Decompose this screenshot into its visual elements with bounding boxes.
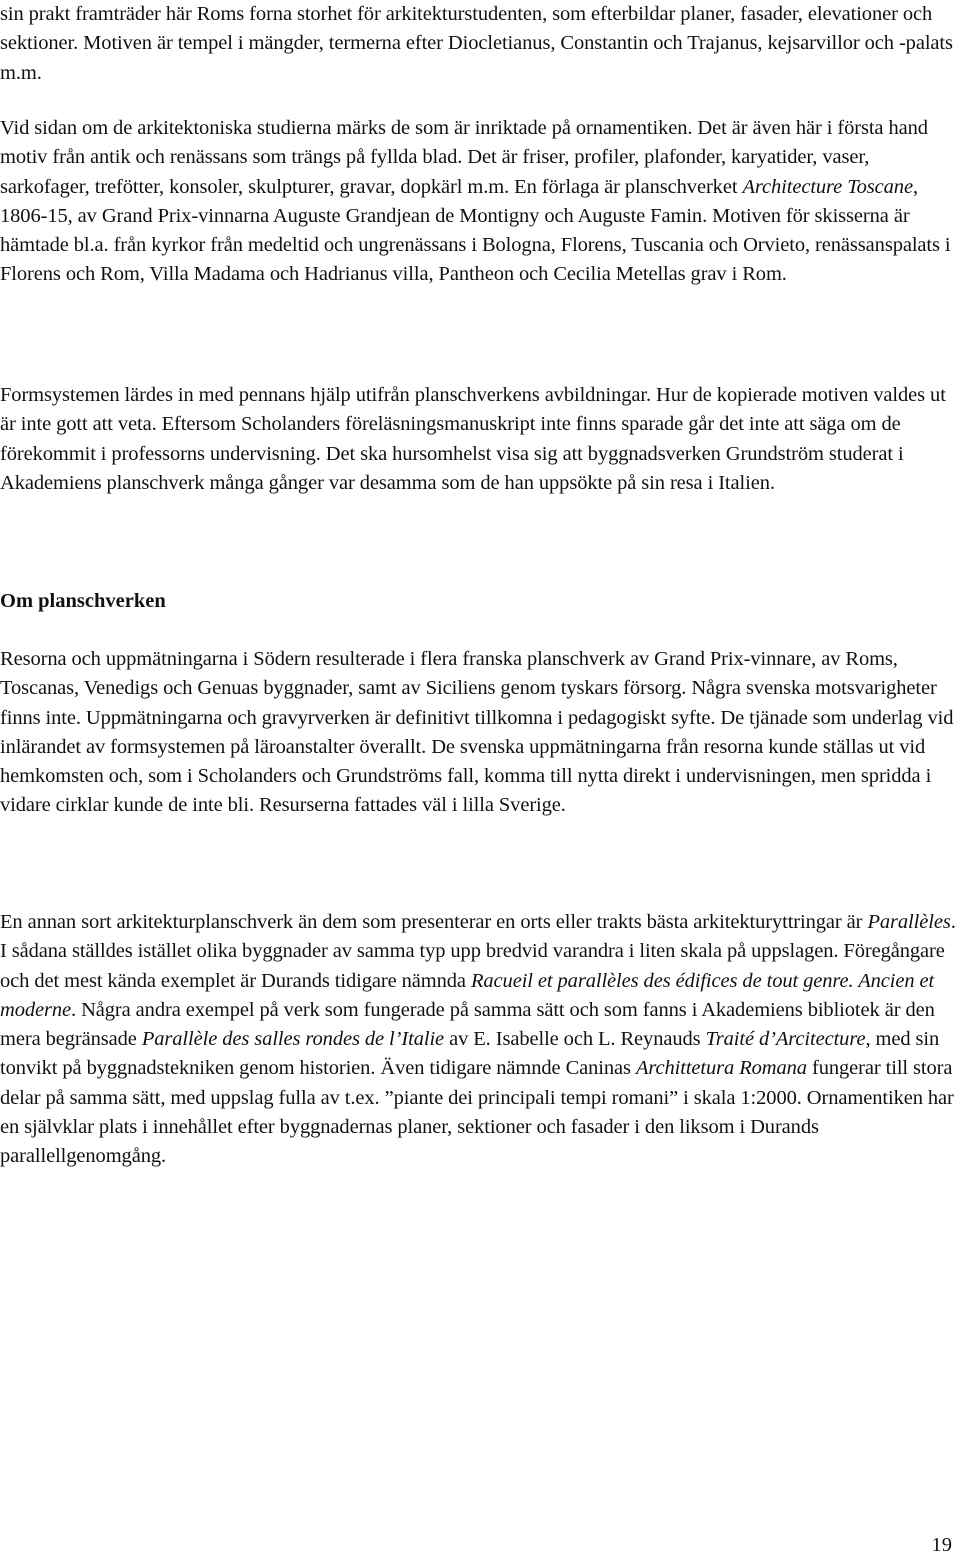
text-run: . I sådana ställdes istället olika byggnader av samma typ upp bredvid varandra i liten skala på uppslagen. Föregångare och det mest kända exemplet är Durands tidigare nämnda — [0, 911, 956, 992]
page-number: 19 — [931, 1534, 952, 1556]
text-run: Vid sidan om de arkitektoniska studierna märks de som är inriktade på ornamentiken. Det är även här i första hand motiv från antik och renässans som trängs på fyllda blad. Det är friser, profiler, plafonder, karyatider, vaser, sarkofager, trefötter, konsoler, skulpturer, gravar, dopkärl m.m. En förlaga är planschverket — [0, 117, 928, 198]
paragraph-formsystems: Formsystemen lärdes in med pennans hjälp utifrån planschverkens avbildningar. Hur de kopierade motiven valdes ut är inte gott att veta. Eftersom Scholanders föreläsningsmanuskript inte finns sparade går det inte att säga om de förekommit i professorns undervisning. Det ska hursomhelst visa sig att byggnadsverken Grundström studerat i Akademiens planschverk många gånger var desamma som de han uppsökte på sin resa i Italien. — [0, 384, 946, 494]
italic-title-parallele-salles: Parallèle des salles rondes de l’Italie — [141, 1028, 445, 1051]
paragraph-ornamentics — [0, 114, 958, 290]
section-heading: Om planschverken — [0, 590, 166, 612]
paragraph-travels: Resorna och uppmätningarna i Södern resulterade i flera franska planschverk av Grand Prix-vinnare, av Roms, Toscanas, Venedigs och Genuas byggnader, samt av Siciliens genom tyskars försorg. Några svenska motsvarigheter finns inte. Uppmätningarna och gravyrverken är definitivt tillkomna i pedagogiskt syfte. De tjänade som underlag vid inlärandet av formsystemen på läroanstalter överallt. De svenska uppmätningarna från resorna kunde ställas ut vid hemkomsten och, som i Scholanders och Grundströms fall, komma till nytta direkt i undervisningen, men spridda i vidare cirklar kunde de inte bli. Resurserna fattades väl i lilla Sverige. — [0, 648, 954, 817]
text-run: av E. Isabelle och L. Reynauds — [444, 1028, 706, 1051]
text-run: , med sin tonvikt på byggnadstekniken genom historien. Även tidigare nämnde Caninas — [0, 1028, 940, 1080]
text-run: fungerar till stora delar på samma sätt, med uppslag fulla av t.ex. ”piante dei principali tempi romani” i skala 1:2000. Ornamentiken har en självklar plats i innehållet efter byggnadernas planer, sektioner och fasader i den liksom i Durands parallellgenomgång. — [0, 1057, 954, 1168]
italic-title-traite: Traité d’Arcitecture — [705, 1028, 866, 1051]
italic-title-racueil: Racueil et parallèles des édifices de tout genre. Ancien et moderne — [0, 969, 935, 1021]
paragraph-paralleles — [0, 908, 958, 1172]
italic-title-architecture-toscane: Architecture Toscane — [742, 175, 913, 198]
paragraph-continued: sin prakt framträder här Roms forna storhet för arkitekturstudenten, som efterbildar planer, fasader, elevationer och sektioner. Motiven är tempel i mängder, termerna efter Diocletianus, Constantin och Trajanus, kejsarvillor och -palats m.m. — [0, 3, 953, 84]
text-run: . Några andra exempel på verk som fungerade på samma sätt och som fanns i Akademiens bibliotek är den mera begränsade — [0, 998, 935, 1051]
text-run: En annan sort arkitekturplanschverk än dem som presenterar en orts eller trakts bästa arkitekturyttringar är — [0, 911, 868, 933]
italic-title-paralleles: Parallèles — [867, 911, 951, 933]
text-run: , 1806-15, av Grand Prix-vinnarna Auguste Grandjean de Montigny och Auguste Famin. Motiven för skisserna är hämtade bl.a. från kyrkor från medeltid och ungrenässans i Bologna, Florens, Tuscania och Orvieto, renässanspalats i Florens och Rom, Villa Madama och Hadrianus villa, Pantheon och Cecilia Metellas grav i Rom. — [0, 175, 951, 286]
italic-title-archittetura-romana: Archittetura Romana — [635, 1057, 807, 1080]
